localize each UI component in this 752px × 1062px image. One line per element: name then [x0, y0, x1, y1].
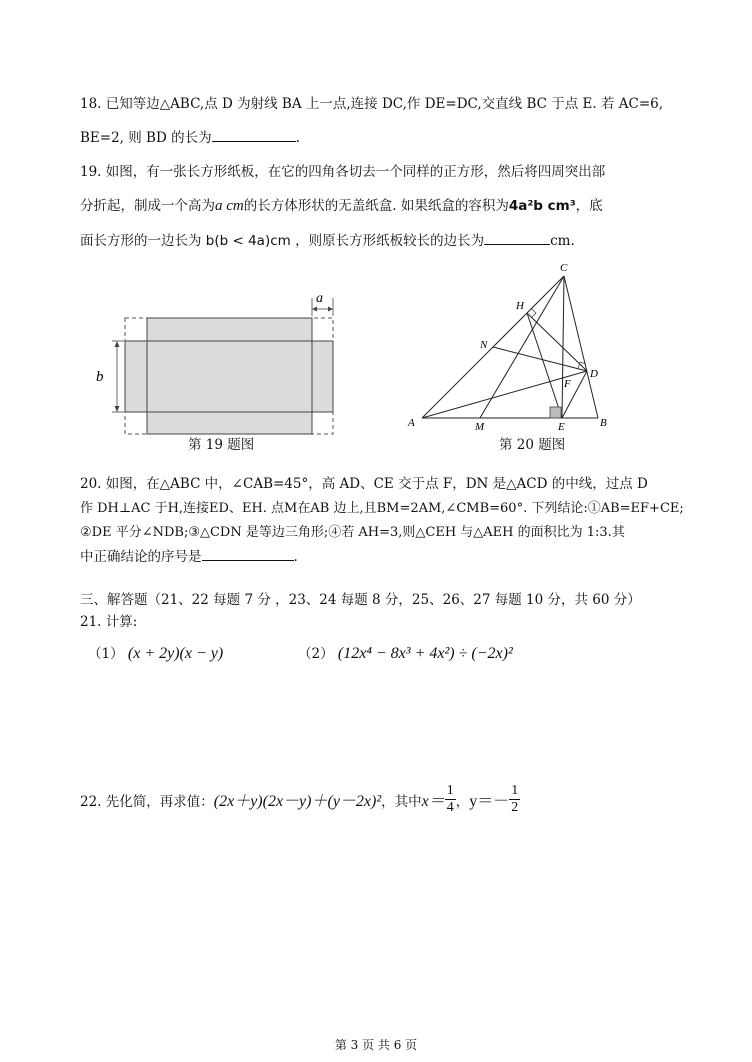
q20-line1: 20. 如图，在△ABC 中，∠CAB=45°，高 AD、CE 交于点 F，DN 是△ACD 的中线，过点 D: [80, 476, 648, 492]
q20-line3: ②DE 平分∠NDB;③△CDN 是等边三角形;④若 AH=3,则△CEH 与△AEH 的面积比为 1:3.其: [80, 525, 625, 540]
q22-mid: ，其中: [381, 793, 422, 810]
q19-line3d: cm.: [550, 233, 575, 249]
fig20-point-B: B: [600, 417, 607, 429]
q21-part1: [88, 642, 223, 663]
q21-title: 21. 计算:: [80, 614, 138, 630]
q19-line1: 19. 如图，有一张长方形纸板，在它的四角各切去一个同样的正方形，然后将四周突出部: [80, 164, 606, 180]
q19-line2: [80, 194, 603, 215]
section3-heading: 三、解答题（21、22 每题 7 分 ，23、24 每题 8 分，25、26、27 每题 10 分，共 60 分）: [80, 592, 641, 608]
q19-line2a: 分折起，制成一个高为: [80, 198, 215, 214]
q22-y-numerator: 1: [511, 783, 519, 798]
q22-x-fraction: [445, 783, 456, 816]
q22-y-eq: y＝－: [469, 793, 510, 810]
q22-prefix: 22. 先化简，再求值：: [80, 793, 214, 810]
q18-line2-text: BE=2, 则 BD 的长为: [80, 130, 212, 146]
q21-part1-label: （1）: [88, 646, 124, 662]
q19-line2e: ，底: [575, 198, 603, 214]
fig20-point-F: F: [564, 378, 571, 390]
fig20-point-A: A: [408, 417, 415, 429]
q22-x-denominator: 4: [446, 800, 454, 815]
q20-line4: [80, 545, 298, 565]
q19-volume-expr: 4a²b cm³: [508, 198, 576, 214]
q20-answer-blank[interactable]: [202, 546, 294, 561]
q22-x-eq: x＝: [421, 793, 445, 810]
fig19-caption: 第 19 题图: [188, 437, 255, 453]
q22-y-denominator: 2: [511, 800, 519, 815]
q21-part2: [298, 642, 513, 663]
q19-line3c: ，则原长方形纸板较长的边长为: [295, 233, 485, 249]
q19-side-expr: b(b < 4a)cm: [205, 233, 291, 249]
q18-answer-blank[interactable]: [212, 127, 296, 142]
q19-line3: [80, 229, 575, 249]
fig20-point-H: H: [516, 300, 524, 312]
fig19-label-b: b: [96, 369, 104, 385]
q19-height-expr: a cm: [215, 198, 244, 214]
q19-line3a: 面长方形的一边长为: [80, 233, 202, 249]
fig20-caption: 第 20 题图: [499, 437, 566, 453]
q18-line2: [80, 126, 300, 146]
q22-expr: (2x＋y)(2x－y)＋(y－2x)²: [213, 793, 382, 810]
fig20-point-E: E: [558, 421, 565, 433]
figure-20-diagram: [400, 258, 620, 433]
fig20-point-C: C: [560, 262, 568, 274]
q21-part2-label: （2）: [298, 646, 334, 662]
q21-part1-expr: (x + 2y)(x − y): [127, 645, 224, 662]
q22-y-fraction: [509, 783, 520, 816]
q22-x-numerator: 1: [446, 783, 454, 798]
page-footer: 第 3 页 共 6 页: [334, 1038, 418, 1052]
fig19-label-a: a: [316, 291, 323, 306]
fig20-point-M: M: [475, 421, 485, 433]
q20-line2: 作 DH⊥AC 于H,连接ED、EH. 点M在AB 边上,且BM=2AM,∠CMB=60°. 下列结论:①AB=EF+CE;: [80, 501, 684, 516]
q22-sep: ，: [455, 793, 470, 810]
q18-line2-end: .: [295, 130, 300, 146]
q19-line2c: 的长方体形状的无盖纸盒. 如果纸盒的容积为: [243, 198, 509, 214]
q20-line4-end: .: [293, 549, 298, 565]
q19-answer-blank[interactable]: [484, 230, 550, 245]
q22-line: [80, 783, 520, 816]
q20-line4-text: 中正确结论的序号是: [80, 549, 202, 565]
fig20-point-N: N: [480, 339, 488, 351]
figure-19-diagram: [90, 286, 350, 441]
fig20-point-D: D: [590, 368, 598, 380]
q18-line1: 18. 已知等边△ABC,点 D 为射线 BA 上一点,连接 DC,作 DE=DC,交直线 BC 于点 E. 若 AC=6,: [80, 96, 664, 112]
q21-part2-expr: (12x⁴ − 8x³ + 4x²) ÷ (−2x)²: [337, 645, 513, 662]
